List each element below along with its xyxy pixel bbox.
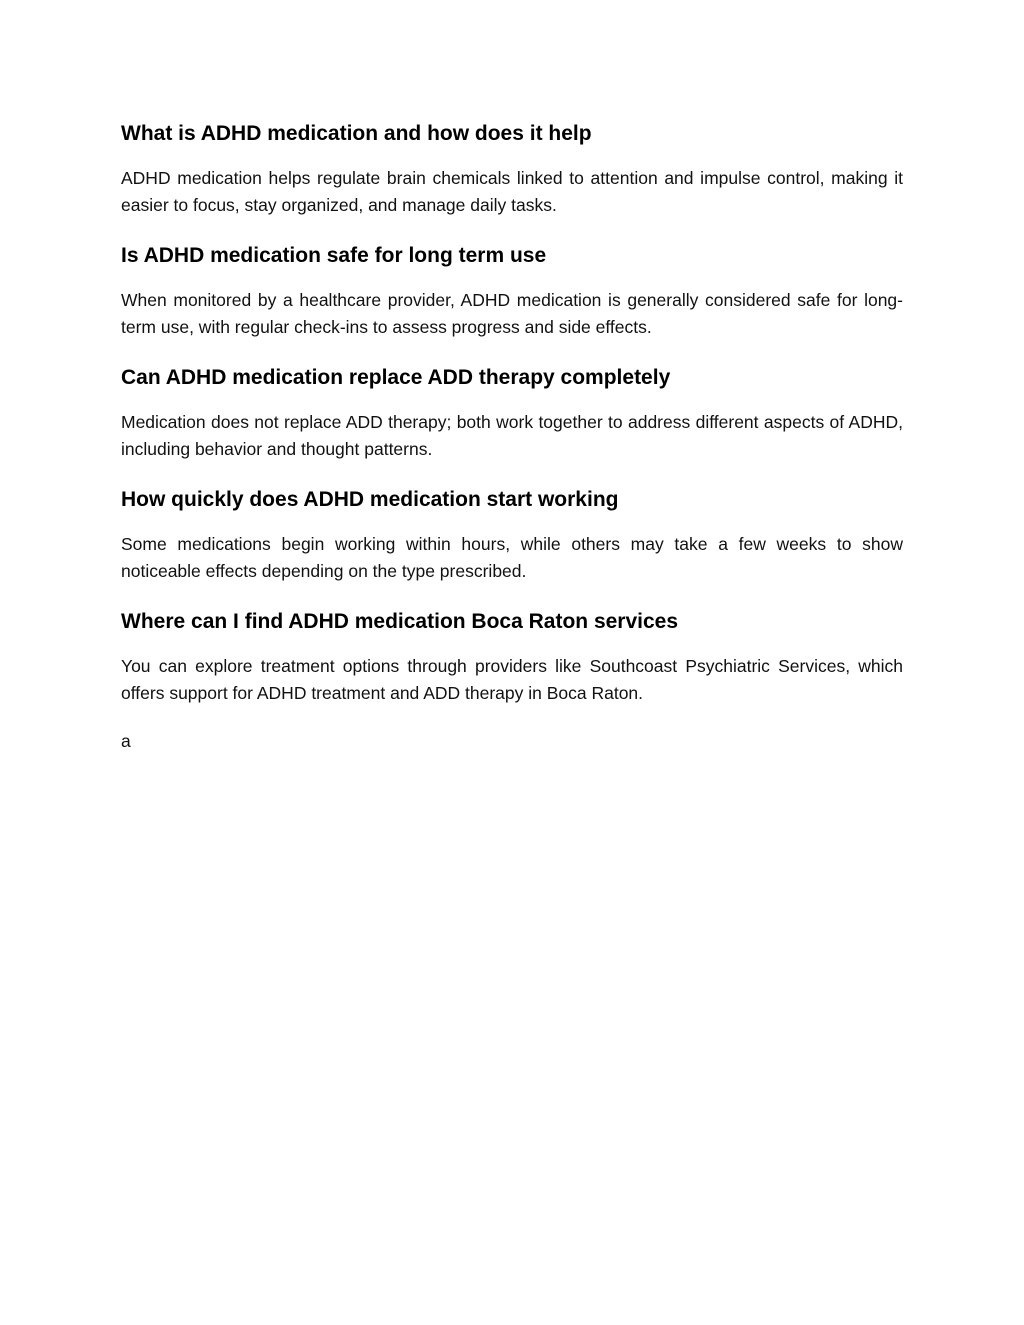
faq-item-3 xyxy=(121,362,903,463)
faq-question: What is ADHD medication and how does it help xyxy=(121,122,592,145)
faq-item-1 xyxy=(121,118,903,219)
faq-question: How quickly does ADHD medication start working xyxy=(121,488,619,511)
faq-question: Can ADHD medication replace ADD therapy completely xyxy=(121,366,671,389)
faq-answer: Medication does not replace ADD therapy; both work together to address different aspects of ADHD, including behavior and thought patterns. xyxy=(121,412,903,459)
faq-item-2 xyxy=(121,240,903,341)
faq-question: Where can I find ADHD medication Boca Raton services xyxy=(121,610,679,633)
document-page xyxy=(121,118,903,755)
faq-answer: You can explore treatment options through providers like Southcoast Psychiatric Services, which offers support for ADHD treatment and ADD therapy in Boca Raton. xyxy=(121,656,903,703)
faq-item-4 xyxy=(121,484,903,585)
faq-answer: ADHD medication helps regulate brain chemicals linked to attention and impulse control, making it easier to focus, stay organized, and manage daily tasks. xyxy=(121,168,903,215)
trailing-text: a xyxy=(121,731,131,751)
faq-item-5 xyxy=(121,606,903,707)
faq-question: Is ADHD medication safe for long term use xyxy=(121,244,547,267)
faq-answer: Some medications begin working within hours, while others may take a few weeks to show noticeable effects depending on the type prescribed. xyxy=(121,534,903,581)
faq-answer: When monitored by a healthcare provider, ADHD medication is generally considered safe for long-term use, with regular check-ins to assess progress and side effects. xyxy=(121,290,903,337)
